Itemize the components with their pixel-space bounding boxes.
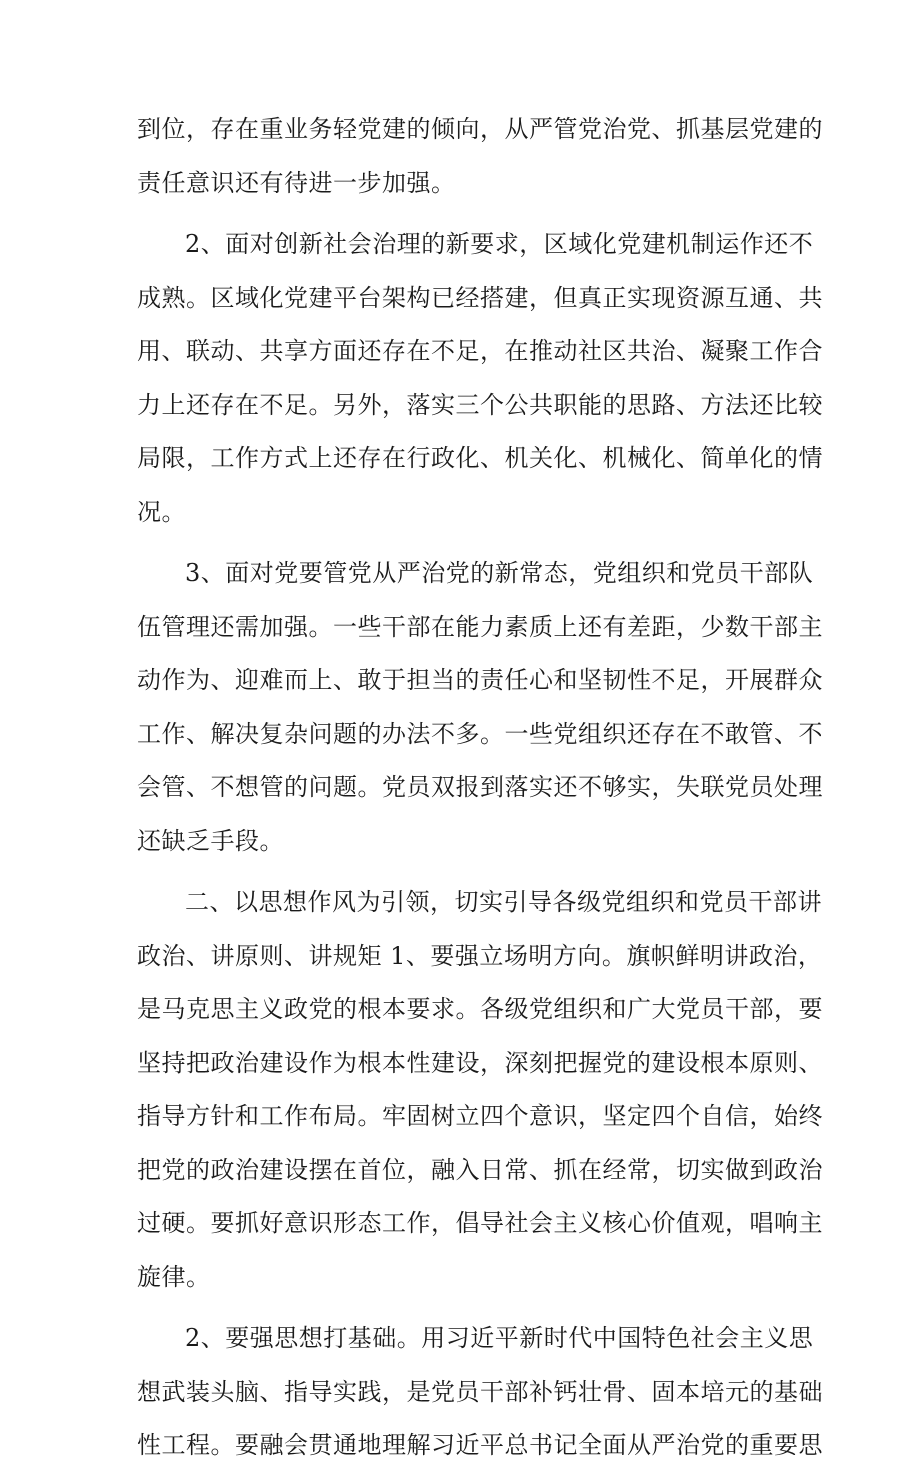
text-line: 想武装头脑、指导实践，是党员干部补钙壮骨、固本培元的基础 bbox=[137, 1377, 823, 1406]
text-line: 还缺乏手段。 bbox=[137, 826, 284, 855]
text-line: 二、以思想作风为引领，切实引导各级党组织和党员干部讲 bbox=[185, 888, 822, 916]
text-line: 旋律。 bbox=[137, 1262, 211, 1291]
text-line: 力上还存在不足。另外，落实三个公共职能的思路、方法还比较 bbox=[137, 390, 823, 419]
text-line: 性工程。要融会贯通地理解习近平总书记全面从严治党的重要思 bbox=[137, 1431, 823, 1459]
text-line: 伍管理还需加强。一些干部在能力素质上还有差距，少数干部主 bbox=[137, 612, 823, 641]
text-line: 责任意识还有待进一步加强。 bbox=[137, 168, 456, 197]
text-line: 用、联动、共享方面还存在不足，在推动社区共治、凝聚工作合 bbox=[137, 337, 823, 365]
text-line: 是马克思主义政党的根本要求。各级党组织和广大党员干部，要 bbox=[137, 995, 823, 1023]
text-line: 坚持把政治建设作为根本性建设，深刻把握党的建设根本原则、 bbox=[137, 1048, 823, 1077]
text-line: 2、面对创新社会治理的新要求，区域化党建机制运作还不 bbox=[185, 230, 814, 258]
text-line: 成熟。区域化党建平台架构已经搭建，但真正实现资源互通、共 bbox=[137, 283, 823, 312]
text-line: 工作、解决复杂问题的办法不多。一些党组织还存在不敢管、不 bbox=[137, 719, 823, 748]
text-line: 动作为、迎难而上、敢于担当的责任心和坚韧性不足，开展群众 bbox=[137, 666, 823, 694]
text-line: 过硬。要抓好意识形态工作，倡导社会主义核心价值观，唱响主 bbox=[137, 1209, 823, 1237]
text-line: 到位，存在重业务轻党建的倾向，从严管党治党、抓基层党建的 bbox=[137, 115, 823, 143]
text-line: 况。 bbox=[137, 497, 186, 526]
text-line: 政治、讲原则、讲规矩 1、要强立场明方向。旗帜鲜明讲政治， bbox=[137, 941, 823, 970]
text-line: 局限，工作方式上还存在行政化、机关化、机械化、简单化的情 bbox=[137, 444, 823, 472]
text-line: 2、要强思想打基础。用习近平新时代中国特色社会主义思 bbox=[185, 1324, 814, 1352]
text-line: 指导方针和工作布局。牢固树立四个意识，坚定四个自信，始终 bbox=[137, 1102, 823, 1130]
text-line: 3、面对党要管党从严治党的新常态，党组织和党员干部队 bbox=[185, 559, 814, 587]
text-line: 会管、不想管的问题。党员双报到落实还不够实，失联党员处理 bbox=[137, 773, 823, 801]
text-line: 把党的政治建设摆在首位，融入日常、抓在经常，切实做到政治 bbox=[137, 1155, 823, 1184]
